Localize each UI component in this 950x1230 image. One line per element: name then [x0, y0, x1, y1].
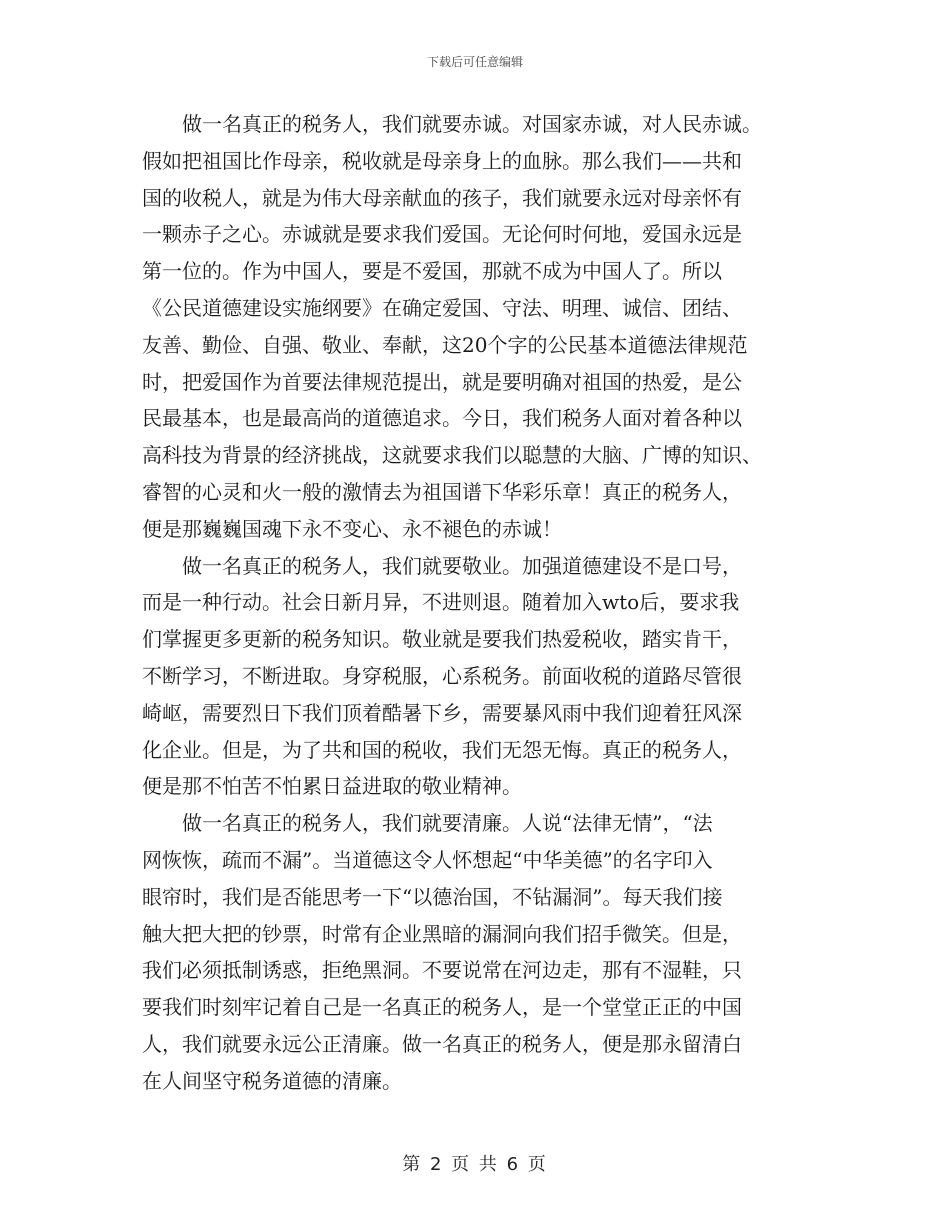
paragraph-line: 做一名真正的税务人，我们就要清廉。人说“法律无情”，“法	[182, 811, 713, 836]
paragraph-line: 假如把祖国比作母亲，税收就是母亲身上的血脉。那么我们——共和	[142, 148, 742, 173]
paragraph-line: 人，我们就要永远公正清廉。做一名真正的税务人，便是那永留清白	[142, 1031, 742, 1056]
paragraph-line: 时，把爱国作为首要法律规范提出，就是要明确对祖国的热爱，是公	[142, 369, 742, 394]
paragraph-line: 一颗赤子之心。赤诚就是要求我们爱国。无论何时何地，爱国永远是	[142, 222, 742, 247]
paragraph-line: 们掌握更多更新的税务知识。敬业就是要我们热爱税收，踏实肯干，	[142, 627, 742, 652]
page-header: 下载后可任意编辑	[426, 55, 523, 69]
paragraph-line: 而是一种行动。社会日新月异，不进则退。随着加入wto后，要求我	[142, 590, 740, 615]
paragraph-line: 崎岖，需要烈日下我们顶着酷暑下乡，需要暴风雨中我们迎着狂风深	[142, 700, 742, 725]
paragraph-line: 触大把大把的钞票，时常有企业黑暗的漏洞向我们招手微笑。但是，	[142, 921, 742, 946]
paragraph-line: 友善、勤俭、自强、敬业、奉献，这20个字的公民基本道德法律规范	[142, 332, 748, 357]
paragraph-line: 做一名真正的税务人，我们就要敬业。加强道德建设不是口号，	[182, 553, 742, 578]
paragraph-line: 要我们时刻牢记着自己是一名真正的税务人，是一个堂堂正正的中国	[142, 995, 742, 1020]
paragraph-line: 高科技为背景的经济挑战，这就要求我们以聪慧的大脑、广博的知识、	[142, 443, 762, 468]
paragraph-line: 不断学习，不断进取。身穿税服，心系税务。前面收税的道路尽管很	[142, 663, 742, 688]
paragraph-line: 我们必须抵制诱惑，拒绝黑洞。不要说常在河边走，那有不湿鞋，只	[142, 958, 742, 983]
paragraph-line: 国的收税人，就是为伟大母亲献血的孩子，我们就要永远对母亲怀有	[142, 185, 742, 210]
paragraph-line: 化企业。但是，为了共和国的税收，我们无怨无悔。真正的税务人，	[142, 737, 742, 762]
paragraph-line: 第一位的。作为中国人，要是不爱国，那就不成为中国人了。所以	[142, 259, 722, 284]
paragraph-line: 便是那不怕苦不怕累日益进取的敬业精神。	[142, 774, 522, 799]
paragraph-line: 民最基本，也是最高尚的道德追求。今日，我们税务人面对着各种以	[142, 406, 742, 431]
page-number: 第 2 页 共 6 页	[402, 1154, 548, 1175]
paragraph-line: 眼帘时，我们是否能思考一下“以德治国，不钻漏洞”。每天我们接	[142, 884, 723, 909]
paragraph-line: 做一名真正的税务人，我们就要赤诚。对国家赤诚，对人民赤诚。	[182, 112, 762, 136]
body-text	[142, 106, 822, 1100]
paragraph-line: 在人间坚守税务道德的清廉。	[142, 1068, 402, 1093]
paragraph-line: 网恢恢，疏而不漏”。当道德这令人怀想起“中华美德”的名字印入	[142, 847, 713, 872]
paragraph-line: 《公民道德建设实施纲要》在确定爱国、守法、明理、诚信、团结、	[142, 295, 742, 320]
paragraph-line: 睿智的心灵和火一般的激情去为祖国谱下华彩乐章！真正的税务人，	[142, 479, 742, 504]
paragraph-line: 便是那巍巍国魂下永不变心、永不褪色的赤诚！	[142, 516, 562, 541]
